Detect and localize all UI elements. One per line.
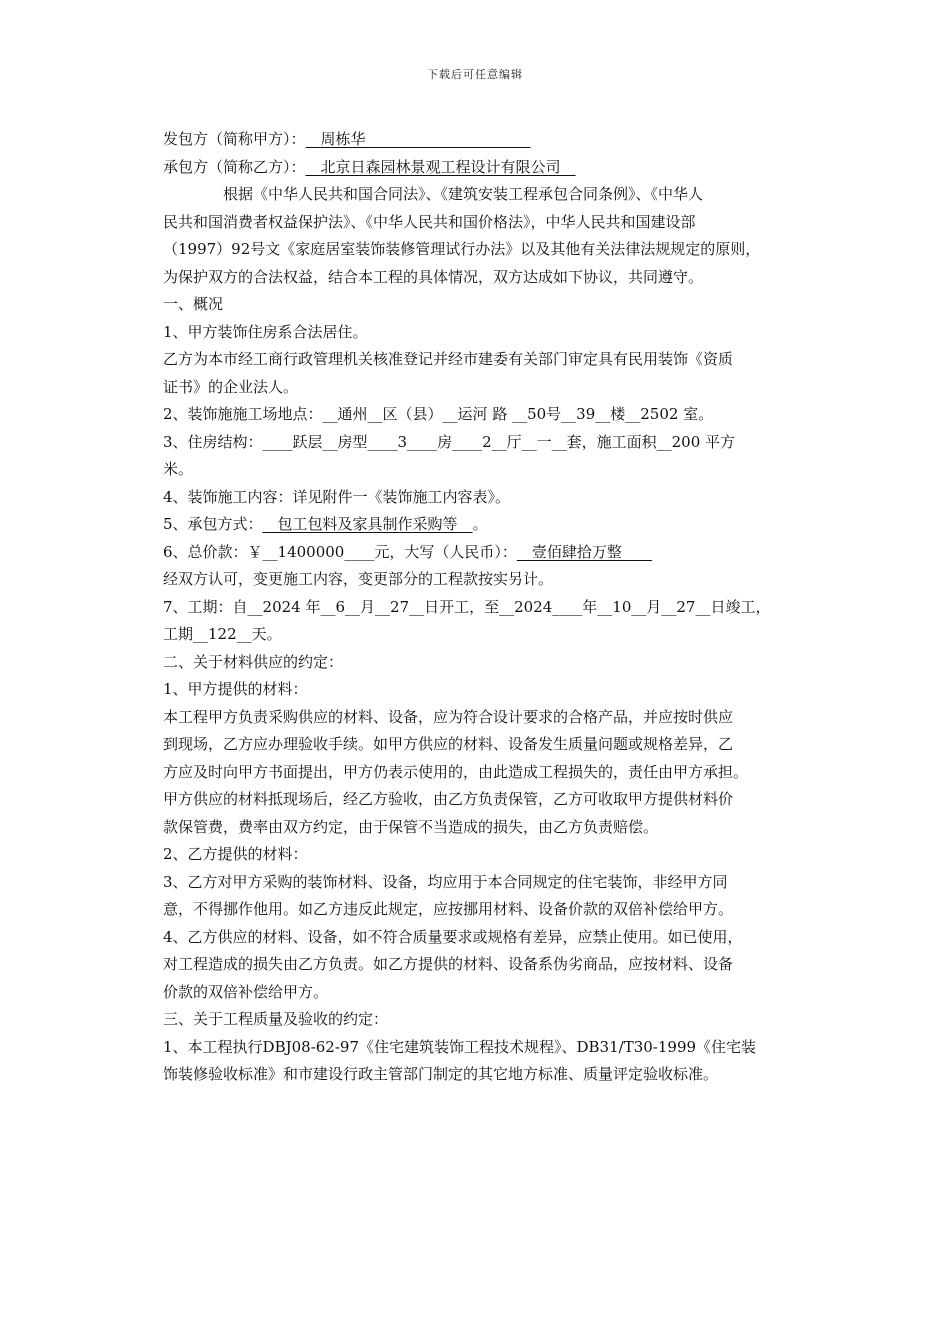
contract-line: 1、甲方装饰住房系合法居住。	[163, 322, 368, 341]
contract-line: 米。	[163, 460, 194, 478]
contract-line: 3、住房结构：____跃层__房型____3____房____2__厅__一__套，施工面积__200 平方	[163, 432, 736, 451]
contract-line: 二、关于材料供应的约定：	[163, 652, 344, 671]
contract-line: 7、工期：自__2024 年__6__月__27__日开工，至__2024____年__10__月__27__日竣工，	[163, 597, 771, 616]
contract-line: 3、乙方对甲方采购的装饰材料、设备，均应用于本合同规定的住宅装饰，非经甲方同	[163, 872, 728, 891]
contract-line: 4、乙方供应的材料、设备，如不符合质量要求或规格有差异，应禁止使用。如已使用，	[163, 927, 743, 946]
contract-line: 到现场，乙方应办理验收手续。如甲方供应的材料、设备发生质量问题或规格差异，乙	[163, 735, 734, 753]
page-header: 下载后可任意编辑	[427, 68, 523, 81]
contract-line: 2、乙方提供的材料：	[163, 845, 308, 863]
contract-line: 为保护双方的合法权益，结合本工程的具体情况，双方达成如下协议，共同遵守。	[163, 267, 704, 286]
contract-body	[163, 126, 813, 1089]
contract-line: 经双方认可，变更施工内容，变更部分的工程款按实另计。	[163, 570, 554, 588]
text-segment: 。	[472, 515, 488, 533]
underlined-field: __北京日森园林景观工程设计有限公司__	[305, 157, 576, 176]
contract-line: 一、概况	[163, 295, 224, 313]
text-segment: 6、总价款：￥__1400000____元，大写（人民币）：	[163, 542, 517, 561]
contract-line: 根据《中华人民共和国合同法》、《建筑安装工程承包合同条例》、《中华人	[223, 185, 704, 203]
underlined-field: __壹佰肆拾万整____	[516, 542, 652, 561]
contract-line	[163, 539, 813, 567]
contract-line: 民共和国消费者权益保护法》、《中华人民共和国价格法》，中华人民共和国建设部	[163, 212, 696, 231]
contract-line: 价款的双倍补偿给甲方。	[163, 982, 329, 1001]
contract-line: 本工程甲方负责采购供应的材料、设备，应为符合设计要求的合格产品，并应按时供应	[163, 707, 734, 726]
contract-line: 1、本工程执行DBJ08-62-97《住宅建筑装饰工程技术规程》、DB31/T30-1999《住宅装	[163, 1037, 757, 1056]
contract-line: 方应及时向甲方书面提出，甲方仍表示使用的，由此造成工程损失的，责任由甲方承担。	[163, 762, 749, 781]
contract-line: 乙方为本市经工商行政管理机关核准登记并经市建委有关部门审定具有民用装饰《资质	[163, 350, 734, 368]
underlined-field: __周栋华______________________	[305, 130, 531, 148]
contract-line	[163, 126, 813, 154]
contract-line: 1、甲方提供的材料：	[163, 680, 308, 698]
text-segment: 5、承包方式：	[163, 515, 263, 533]
contract-line: 2、装饰施施工场地点：__通州__区（县）__运河 路 __50号__39__楼__2502 室。	[163, 405, 714, 423]
contract-line	[163, 154, 813, 182]
text-segment: 发包方（简称甲方）：	[163, 130, 306, 148]
contract-line: 对工程造成的损失由乙方负责。如乙方提供的材料、设备系伪劣商品，应按材料、设备	[163, 955, 734, 973]
contract-line	[163, 511, 813, 539]
contract-line: 饰装修验收标准》和市建设行政主管部门制定的其它地方标准、质量评定验收标准。	[163, 1065, 719, 1083]
contract-line: 甲方供应的材料抵现场后，经乙方验收，由乙方负责保管，乙方可收取甲方提供材料价	[163, 790, 734, 808]
contract-line: 4、装饰施工内容：详见附件一《装饰施工内容表》。	[163, 487, 511, 506]
contract-line: （1997）92号文《家庭居室装饰装修管理试行办法》以及其他有关法律法规规定的原则，	[163, 240, 761, 258]
contract-line: 意，不得挪作他用。如乙方违反此规定，应按挪用材料、设备价款的双倍补偿给甲方。	[163, 900, 734, 918]
contract-line: 三、关于工程质量及验收的约定：	[163, 1010, 389, 1028]
underlined-field: __包工包料及家具制作采购等__	[262, 515, 473, 533]
contract-line: 款保管费，费率由双方约定，由于保管不当造成的损失，由乙方负责赔偿。	[163, 817, 659, 836]
text-segment: 承包方（简称乙方）：	[163, 157, 306, 176]
contract-line: 工期__122__天。	[163, 625, 282, 643]
contract-line: 证书》的企业法人。	[163, 377, 299, 396]
